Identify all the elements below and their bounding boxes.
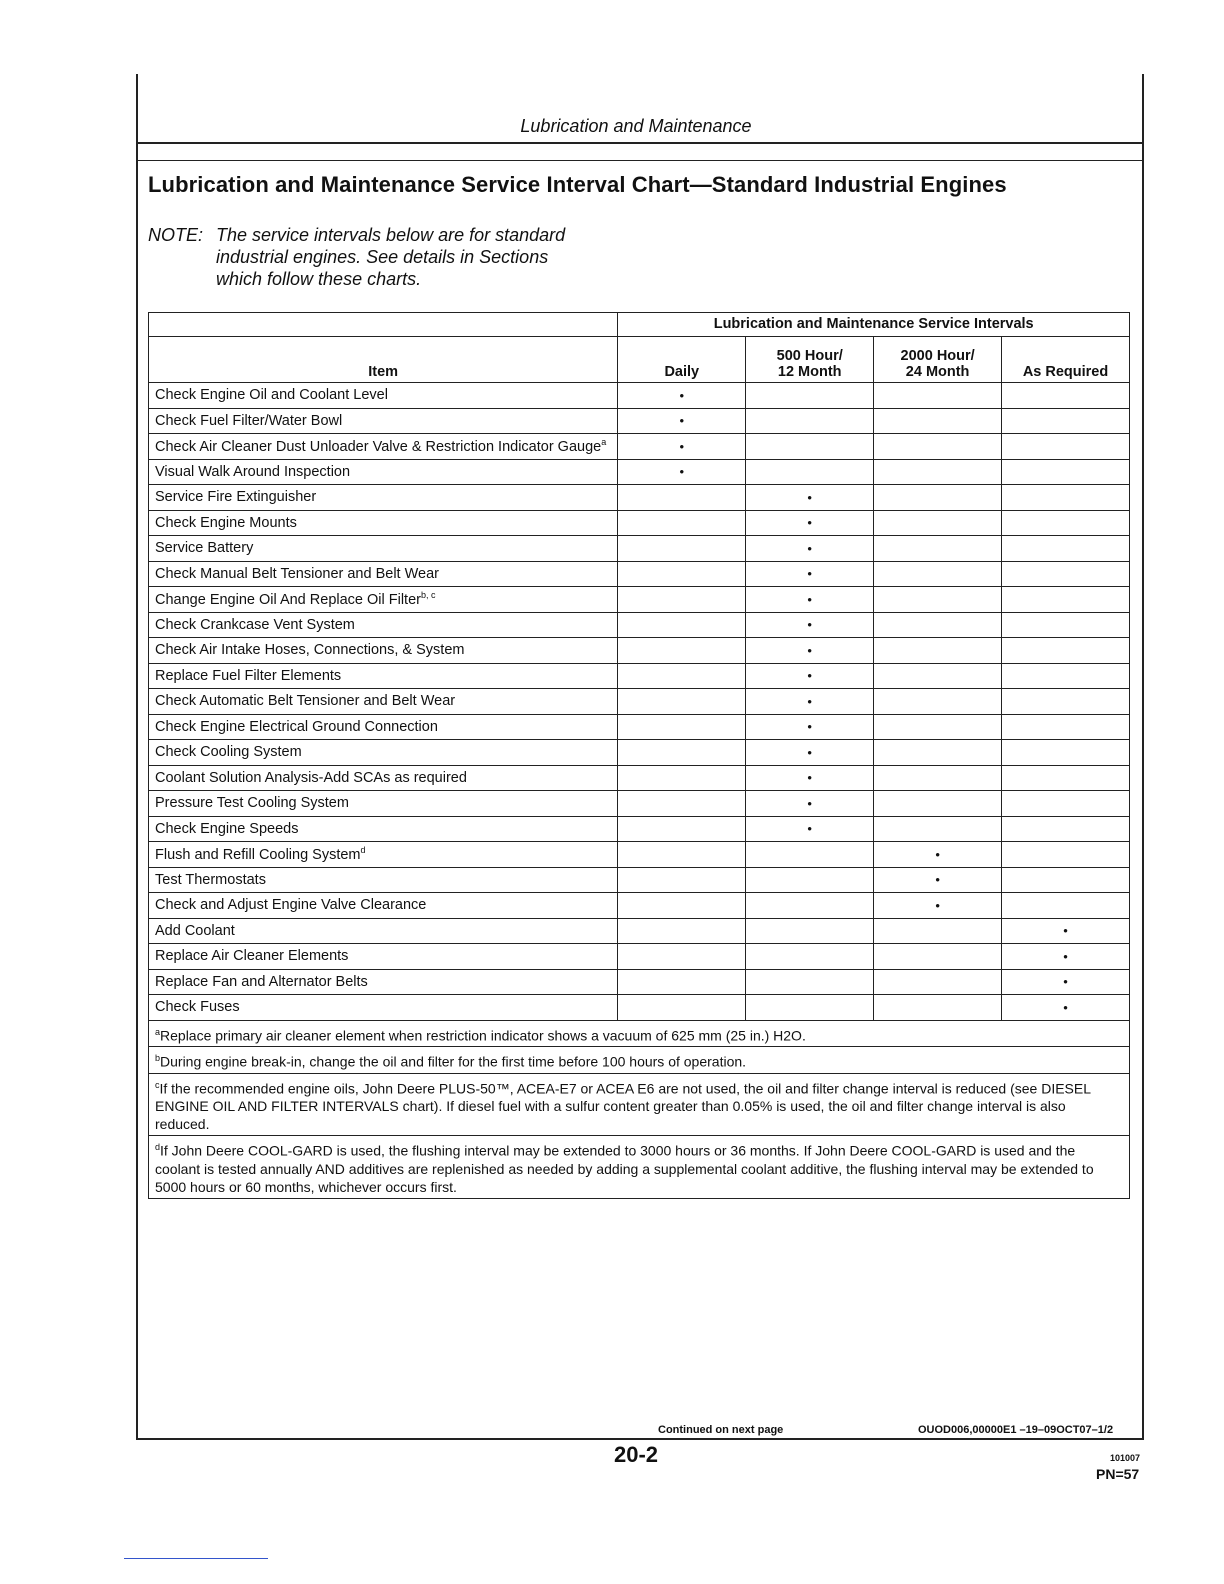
interval-cell (746, 995, 874, 1021)
interval-cell (874, 536, 1002, 562)
bullet-icon: • (807, 540, 812, 556)
item-cell (149, 816, 618, 842)
footnote-row (149, 1073, 1130, 1136)
footnote-cell (149, 1136, 1130, 1199)
interval-cell (1002, 408, 1130, 434)
interval-cell (618, 434, 746, 460)
item-cell (149, 995, 618, 1021)
interval-cell (1002, 791, 1130, 817)
interval-cell (746, 918, 874, 944)
interval-cell (874, 969, 1002, 995)
interval-cell (1002, 740, 1130, 766)
col-header-500-line1: 500 Hour/ (776, 348, 843, 364)
bullet-icon: • (679, 464, 685, 480)
interval-cell (1002, 816, 1130, 842)
bullet-icon: • (1063, 974, 1068, 990)
bullet-icon: • (807, 668, 812, 684)
interval-cell (618, 663, 746, 689)
table-row (149, 510, 1130, 536)
table-row (149, 689, 1130, 715)
bullet-icon: • (807, 591, 812, 607)
bullet-icon: • (935, 846, 940, 862)
interval-cell (874, 459, 1002, 485)
footnote-mark: d (155, 1142, 161, 1153)
table-footnotes (149, 1020, 1130, 1199)
table-row (149, 485, 1130, 511)
bullet-icon: • (1063, 999, 1068, 1015)
item-cell (149, 638, 618, 664)
table-row (149, 842, 1130, 868)
bullet-icon: • (807, 795, 812, 811)
table-row (149, 459, 1130, 485)
bullet-icon: • (807, 566, 812, 582)
table-row (149, 867, 1130, 893)
table-row (149, 612, 1130, 638)
bullet-icon: • (679, 387, 685, 403)
bullet-icon: • (935, 872, 940, 888)
interval-cell (874, 740, 1002, 766)
interval-cell (1002, 587, 1130, 613)
interval-cell (746, 969, 874, 995)
item-cell (149, 663, 618, 689)
interval-cell (874, 663, 1002, 689)
chart-title: Lubrication and Maintenance Service Interval Chart—Standard Industrial Engines (148, 172, 1007, 197)
bullet-icon: • (807, 693, 812, 709)
interval-cell (1002, 893, 1130, 919)
interval-cell (1002, 485, 1130, 511)
footnote-text: During engine break-in, change the oil and filter for the first time before 100 hours of operation. (160, 1053, 747, 1070)
item-cell (149, 893, 618, 919)
item-cell (149, 944, 618, 970)
table-row (149, 944, 1130, 970)
item-cell (149, 714, 618, 740)
interval-cell (746, 944, 874, 970)
table-row (149, 765, 1130, 791)
interval-cell (746, 842, 874, 868)
item-text: Check Cooling System (155, 744, 302, 761)
item-text: Check Air Intake Hoses, Connections, & System (155, 642, 465, 659)
item-cell (149, 969, 618, 995)
interval-cell (618, 765, 746, 791)
link-underline (124, 1558, 268, 1559)
item-text: Coolant Solution Analysis-Add SCAs as required (155, 769, 467, 786)
table-row (149, 918, 1130, 944)
footnote-text: If the recommended engine oils, John Deere PLUS-50™, ACEA-E7 or ACEA E6 are not used, the oil and filter change interval is reduced (see DIESEL ENGINE OIL AND FILTER INTERVALS chart). If diesel fuel with a sulfur content greater than 0.05% is used, the oil and filter change interval is also reduced. (155, 1080, 1091, 1133)
interval-cell (746, 714, 874, 740)
table-row (149, 893, 1130, 919)
interval-cell (746, 383, 874, 409)
item-text: Check Automatic Belt Tensioner and Belt Wear (155, 693, 456, 710)
item-cell (149, 612, 618, 638)
interval-cell (618, 944, 746, 970)
table-row (149, 383, 1130, 409)
interval-cell (746, 791, 874, 817)
footnote-mark: b (155, 1053, 161, 1064)
print-date: 101007 (1110, 1453, 1141, 1463)
item-text: Check Air Cleaner Dust Unloader Valve & Restriction Indicator Gauge (155, 439, 602, 456)
interval-cell (874, 689, 1002, 715)
item-cell (149, 561, 618, 587)
col-header-2000-line1: 2000 Hour/ (900, 348, 975, 364)
col-header-2000 (874, 337, 1002, 383)
bullet-icon: • (935, 897, 940, 913)
footnote-ref: b, c (420, 590, 436, 601)
interval-cell (1002, 995, 1130, 1021)
interval-cell (618, 587, 746, 613)
col-header-as-required: As Required (1002, 337, 1130, 383)
item-text: Check Manual Belt Tensioner and Belt Wear (155, 565, 439, 582)
interval-cell (874, 612, 1002, 638)
footnote-mark: a (155, 1026, 161, 1037)
interval-cell (746, 459, 874, 485)
note-line-2: industrial engines. See details in Sections (216, 247, 549, 267)
footnote-row (149, 1136, 1130, 1199)
pn-number: PN=57 (1096, 1466, 1140, 1482)
interval-cell (746, 561, 874, 587)
interval-cell (618, 918, 746, 944)
note-line-3: which follow these charts. (216, 269, 422, 289)
interval-cell (874, 383, 1002, 409)
interval-cell (1002, 918, 1130, 944)
interval-cell (1002, 689, 1130, 715)
interval-cell (874, 408, 1002, 434)
footnote-ref: d (360, 845, 366, 856)
item-text: Pressure Test Cooling System (155, 795, 349, 812)
interval-cell (1002, 944, 1130, 970)
interval-cell (874, 791, 1002, 817)
item-cell (149, 383, 618, 409)
interval-cell (1002, 536, 1130, 562)
item-text: Replace Fuel Filter Elements (155, 667, 342, 684)
item-text: Check Fuses (155, 999, 240, 1016)
item-text: Check Engine Speeds (155, 820, 299, 837)
interval-cell (874, 485, 1002, 511)
footnote-cell (149, 1020, 1130, 1047)
interval-cell (1002, 638, 1130, 664)
footnote-row (149, 1020, 1130, 1047)
interval-cell (746, 408, 874, 434)
item-text: Flush and Refill Cooling System (155, 847, 361, 864)
item-text: Replace Air Cleaner Elements (155, 948, 349, 965)
interval-cell (618, 893, 746, 919)
table-row (149, 791, 1130, 817)
item-cell (149, 587, 618, 613)
interval-cell (1002, 510, 1130, 536)
interval-cell (874, 816, 1002, 842)
interval-cell (1002, 714, 1130, 740)
interval-cell (618, 969, 746, 995)
interval-cell (874, 561, 1002, 587)
interval-cell (746, 587, 874, 613)
interval-cell (746, 663, 874, 689)
interval-cell (1002, 969, 1130, 995)
interval-cell (1002, 663, 1130, 689)
running-head: Lubrication and Maintenance (520, 116, 752, 136)
table-row (149, 408, 1130, 434)
interval-cell (874, 842, 1002, 868)
interval-cell (1002, 434, 1130, 460)
interval-cell (618, 612, 746, 638)
interval-cell (618, 408, 746, 434)
item-text: Test Thermostats (155, 871, 266, 888)
item-text: Check Engine Electrical Ground Connection (155, 718, 438, 735)
item-text: Check Fuel Filter/Water Bowl (155, 412, 343, 429)
interval-cell (618, 383, 746, 409)
interval-cell (874, 893, 1002, 919)
interval-cell (618, 485, 746, 511)
bullet-icon: • (679, 438, 685, 454)
interval-cell (1002, 459, 1130, 485)
group-header: Lubrication and Maintenance Service Intervals (618, 313, 1130, 337)
blank-header-cell (149, 313, 618, 337)
interval-cell (1002, 383, 1130, 409)
table-row (149, 714, 1130, 740)
interval-cell (746, 434, 874, 460)
table-row (149, 587, 1130, 613)
col-header-500-line2: 12 Month (777, 364, 842, 380)
interval-cell (746, 740, 874, 766)
interval-cell (618, 689, 746, 715)
interval-cell (874, 587, 1002, 613)
interval-cell (746, 893, 874, 919)
col-header-item: Item (149, 337, 618, 383)
footnote-text: If John Deere COOL-GARD is used, the flushing interval may be extended to 3000 hours or 36 months. If John Deere COOL-GARD is used and the coolant is tested annually AND additives are replenished as needed by adding a supplemental coolant additive, the flushing interval may be extended to 5000 hours or 60 months, whichever occurs first. (155, 1143, 1094, 1196)
table-row (149, 434, 1130, 460)
interval-cell (746, 485, 874, 511)
interval-cell (874, 434, 1002, 460)
interval-cell (874, 765, 1002, 791)
item-cell (149, 689, 618, 715)
interval-cell (746, 536, 874, 562)
interval-cell (618, 536, 746, 562)
col-header-2000-line2: 24 Month (905, 364, 970, 380)
table-row (149, 561, 1130, 587)
continued-note: Continued on next page (658, 1424, 784, 1436)
bullet-icon: • (679, 413, 685, 429)
interval-cell (618, 816, 746, 842)
footnote-row (149, 1047, 1130, 1074)
table-row (149, 969, 1130, 995)
item-text: Change Engine Oil And Replace Oil Filter (155, 592, 421, 609)
item-cell (149, 408, 618, 434)
table-body (149, 383, 1130, 1021)
bullet-icon: • (807, 744, 812, 760)
footnote-text: Replace primary air cleaner element when restriction indicator shows a vacuum of 625 mm (25 in.) H2O. (160, 1027, 806, 1044)
item-cell (149, 434, 618, 460)
bullet-icon: • (807, 489, 812, 505)
interval-cell (618, 510, 746, 536)
interval-cell (618, 740, 746, 766)
item-text: Check Engine Oil and Coolant Level (155, 387, 388, 404)
interval-cell (618, 995, 746, 1021)
interval-cell (1002, 612, 1130, 638)
col-header-500 (746, 337, 874, 383)
interval-cell (1002, 561, 1130, 587)
item-cell (149, 510, 618, 536)
table-row (149, 995, 1130, 1021)
header-rule (136, 142, 1144, 144)
item-cell (149, 740, 618, 766)
interval-cell (746, 510, 874, 536)
item-cell (149, 791, 618, 817)
item-cell (149, 867, 618, 893)
item-text: Visual Walk Around Inspection (155, 463, 351, 480)
item-text: Replace Fan and Alternator Belts (155, 973, 368, 990)
footnote-mark: c (155, 1079, 160, 1090)
document-code: OUOD006,00000E1 –19–09OCT07–1/2 (918, 1424, 1114, 1436)
interval-cell (618, 791, 746, 817)
bullet-icon: • (807, 719, 812, 735)
interval-cell (618, 842, 746, 868)
table-row (149, 663, 1130, 689)
item-cell (149, 459, 618, 485)
interval-cell (1002, 842, 1130, 868)
interval-cell (874, 638, 1002, 664)
item-cell (149, 485, 618, 511)
note (148, 224, 565, 290)
footnote-ref: a (601, 437, 607, 448)
col-header-daily: Daily (618, 337, 746, 383)
interval-cell (746, 612, 874, 638)
bullet-icon: • (1063, 923, 1068, 939)
interval-cell (618, 638, 746, 664)
note-label: NOTE: (148, 225, 204, 245)
interval-cell (618, 714, 746, 740)
bullet-icon: • (1063, 948, 1068, 964)
interval-cell (874, 510, 1002, 536)
item-text: Check and Adjust Engine Valve Clearance (155, 897, 427, 914)
table-row (149, 638, 1130, 664)
item-text: Check Engine Mounts (155, 514, 297, 531)
note-line-1: The service intervals below are for standard (216, 225, 566, 245)
bullet-icon: • (807, 770, 812, 786)
interval-cell (746, 689, 874, 715)
interval-cell (746, 867, 874, 893)
bullet-icon: • (807, 642, 812, 658)
item-text: Service Fire Extinguisher (155, 489, 317, 506)
interval-cell (618, 459, 746, 485)
interval-cell (1002, 765, 1130, 791)
page-number: 20-2 (614, 1442, 659, 1467)
footnote-cell (149, 1073, 1130, 1136)
interval-cell (874, 995, 1002, 1021)
item-text: Service Battery (155, 540, 254, 557)
footnote-cell (149, 1047, 1130, 1074)
table-row (149, 740, 1130, 766)
table-row (149, 816, 1130, 842)
bullet-icon: • (807, 821, 812, 837)
item-text: Check Crankcase Vent System (155, 616, 355, 633)
bullet-icon: • (807, 515, 812, 531)
item-text: Add Coolant (155, 922, 235, 939)
item-cell (149, 765, 618, 791)
interval-cell (618, 867, 746, 893)
item-cell (149, 536, 618, 562)
interval-cell (874, 918, 1002, 944)
interval-cell (618, 561, 746, 587)
interval-cell (1002, 867, 1130, 893)
interval-cell (746, 816, 874, 842)
table-row (149, 536, 1130, 562)
interval-cell (874, 714, 1002, 740)
interval-cell (746, 638, 874, 664)
interval-cell (874, 867, 1002, 893)
interval-cell (746, 765, 874, 791)
item-cell (149, 842, 618, 868)
interval-cell (874, 944, 1002, 970)
bullet-icon: • (807, 617, 812, 633)
service-interval-table (148, 312, 1130, 1199)
item-cell (149, 918, 618, 944)
